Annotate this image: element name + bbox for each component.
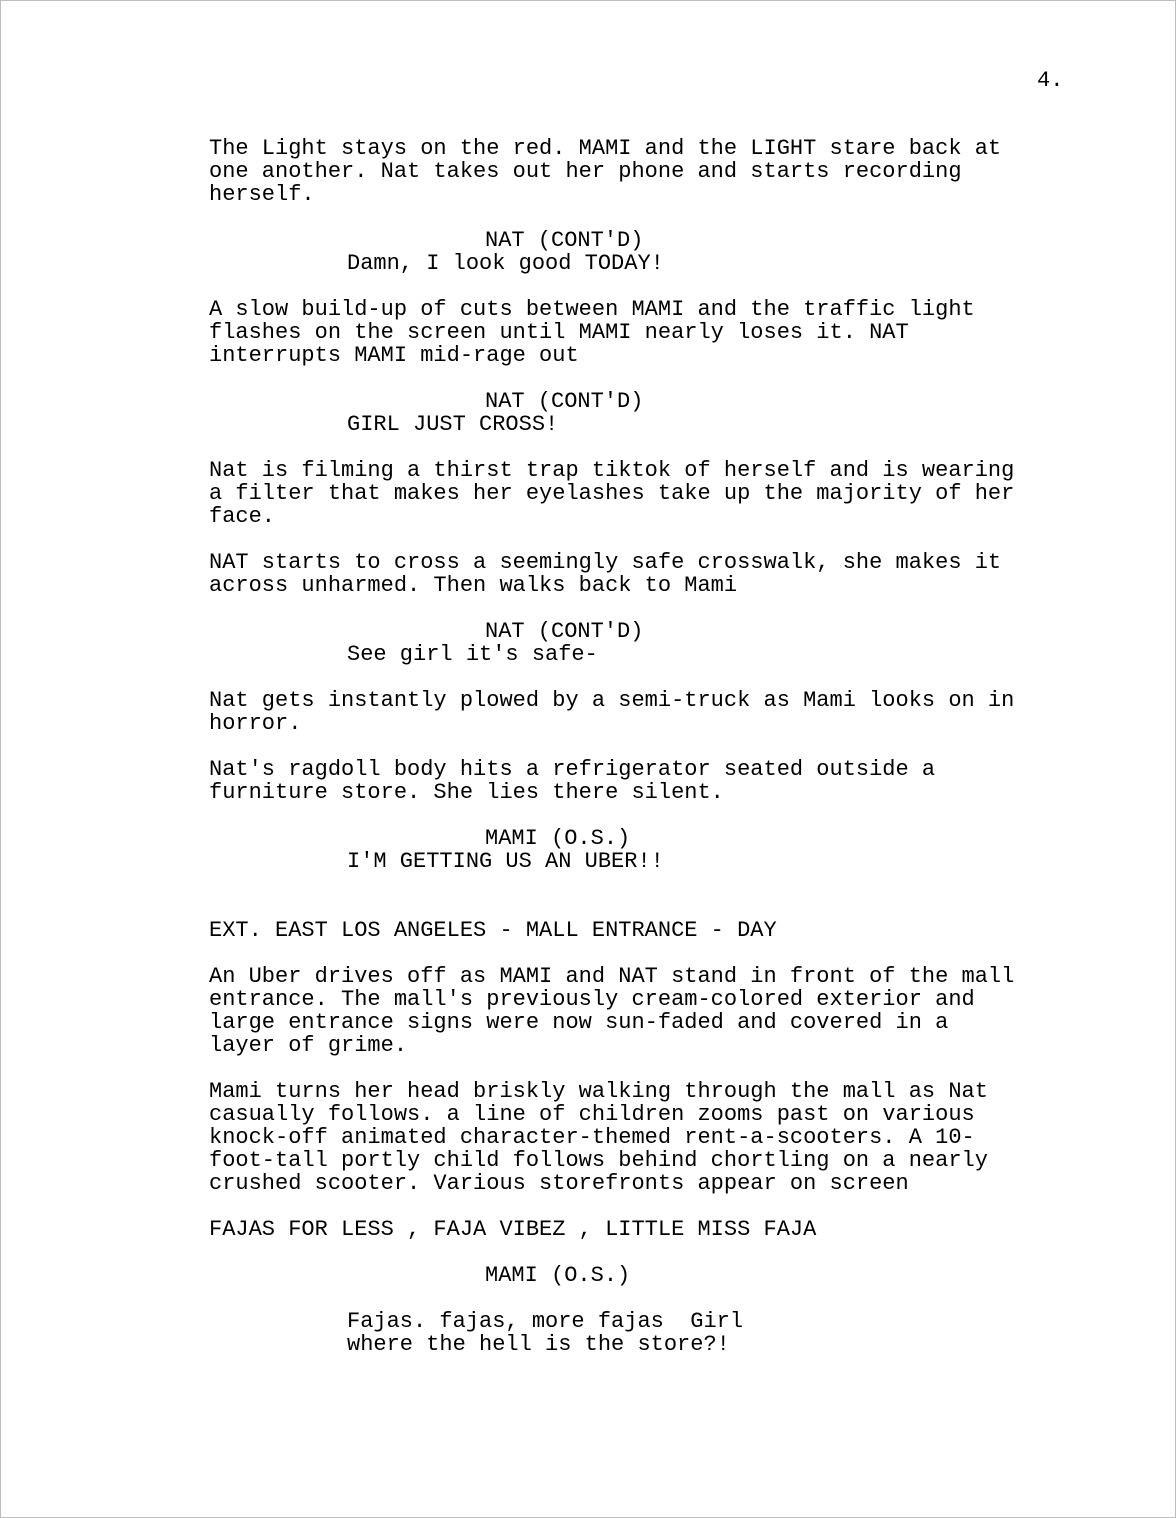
action-semi-truck: Nat gets instantly plowed by a semi-truck as Mami looks on in horror. <box>209 688 1015 736</box>
character-cue-nat: NAT (CONT'D) <box>485 619 644 644</box>
character-cue-mami: MAMI (O.S.) <box>485 826 631 851</box>
dialogue-just-cross: GIRL JUST CROSS! <box>347 412 559 437</box>
action-crosswalk: NAT starts to cross a seemingly safe crosswalk, she makes it across unharmed. Then walks back to Mami <box>209 550 1002 598</box>
action-slow-build-up: A slow build-up of cuts between MAMI and the traffic light flashes on the screen until MAMI nearly loses it. NAT interrupts MAMI mid-rage out <box>209 297 975 368</box>
action-thirst-trap: Nat is filming a thirst trap tiktok of herself and is wearing a filter that makes her eyelashes take up the majority of her face. <box>209 458 1015 529</box>
action-ragdoll: Nat's ragdoll body hits a refrigerator seated outside a furniture store. She lies there silent. <box>209 757 936 805</box>
scene-heading: EXT. EAST LOS ANGELES - MALL ENTRANCE - DAY <box>209 918 777 943</box>
character-cue-nat: NAT (CONT'D) <box>485 389 644 414</box>
page-number: 4. <box>1037 68 1064 93</box>
character-cue-mami: MAMI (O.S.) <box>485 1263 631 1288</box>
action-mall-walk: Mami turns her head briskly walking through the mall as Nat casually follows. a line of children zooms past on various knock-off animated character-themed rent-a-scooters. A 10- foot-tall portly child follows behind chortling on a nearly crushed scooter. Various storefronts appear on screen <box>209 1079 988 1196</box>
action-light-stays-red: The Light stays on the red. MAMI and the LIGHT stare back at one another. Nat takes out her phone and starts recording herself. <box>209 136 1002 207</box>
character-cue-nat: NAT (CONT'D) <box>485 228 644 253</box>
action-uber-drives-off: An Uber drives off as MAMI and NAT stand in front of the mall entrance. The mall's previously cream-colored exterior and large entrance signs were now sun-faded and covered in a layer of grime. <box>209 964 1015 1058</box>
action-storefronts: FAJAS FOR LESS , FAJA VIBEZ , LITTLE MISS FAJA <box>209 1217 817 1242</box>
dialogue-fajas: Fajas. fajas, more fajas Girl where the hell is the store?! <box>347 1309 744 1357</box>
dialogue-its-safe: See girl it's safe- <box>347 642 598 667</box>
dialogue-uber: I'M GETTING US AN UBER!! <box>347 849 664 874</box>
dialogue-look-good: Damn, I look good TODAY! <box>347 251 664 276</box>
